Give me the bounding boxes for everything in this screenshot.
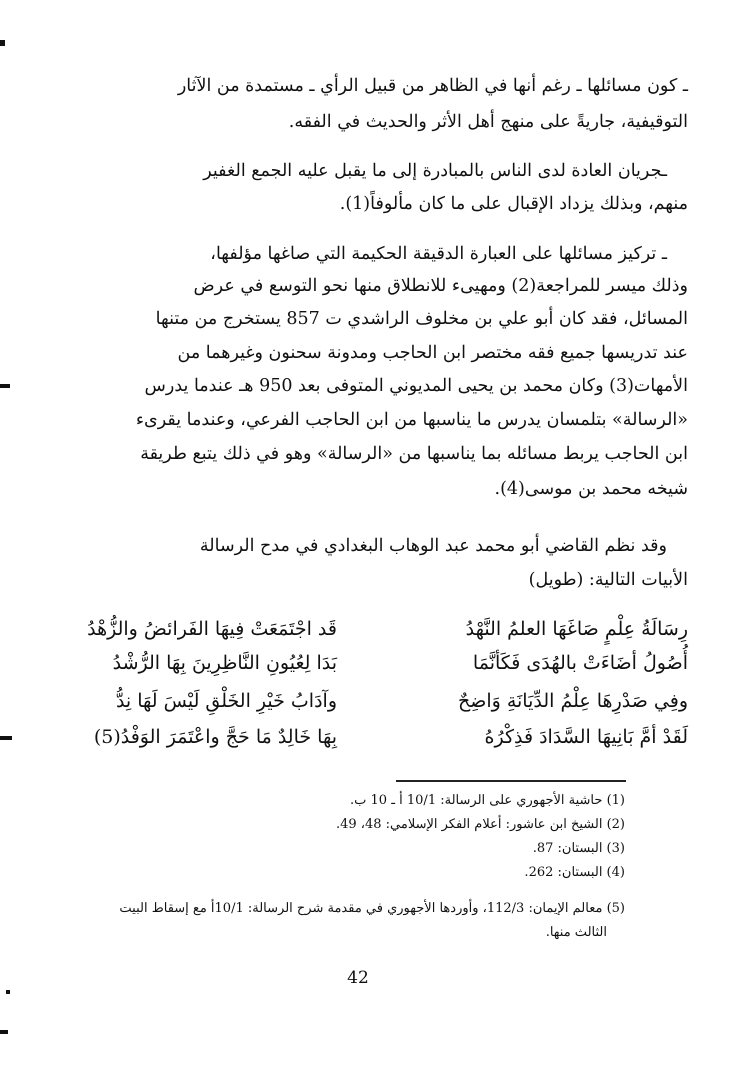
footnote: الثالث منها. — [545, 925, 607, 940]
verse-first-hemistich: رِسَالَةُ عِلْمٍ صَاغَهَا العلمُ النَّهْدُ — [465, 618, 688, 640]
body-line: الأمهات(3) وكان محمد بن يحيى المديوني المتوفى بعد 950 هـ عندما يدرس — [144, 376, 688, 396]
body-line: وذلك ميسر للمراجعة(2) ومهيىء للانطلاق منها نحو التوسع في عرض — [193, 276, 688, 296]
body-line: وقد نظم القاضي أبو محمد عبد الوهاب البغدادي في مدح الرسالة — [199, 536, 667, 556]
footnote: (4) البستان: 262. — [524, 865, 625, 880]
footnote-separator — [396, 780, 626, 782]
body-line: منهم، وبذلك يزداد الإقبال على ما كان مألوفاً(1). — [339, 194, 688, 214]
verse-second-hemistich: بَدَا لِعُيُونِ النَّاظِرِينَ بِهَا الرُّشْدُ — [112, 652, 337, 674]
body-line: عند تدريسها جميع فقه مختصر ابن الحاجب ومدونة سحنون وغيرهما من — [177, 343, 688, 363]
verse-second-hemistich: قَد اجْتَمَعَتْ فِيهَا الفَرائضُ والزُّهْدُ — [87, 618, 337, 640]
scan-mark — [0, 40, 5, 46]
scan-mark — [0, 1030, 8, 1034]
body-line: شيخه محمد بن موسى(4). — [494, 479, 688, 499]
verse-second-hemistich: وآدَابُ خَيْرِ الخَلْقِ لَيْسَ لَهَا نِدُّ — [115, 690, 337, 712]
verse-first-hemistich: وفِي صَدْرِهَا عِلْمُ الدِّيَانَةِ وَاضِحٌ — [457, 690, 688, 712]
verse-second-hemistich: بِهَا خَالِدٌ مَا حَجَّ واعْتَمَرَ الوَفْدُ(5) — [93, 726, 337, 748]
body-line: ـ تركيز مسائلها على العبارة الدقيقة الحكيمة التي صاغها مؤلفها، — [210, 244, 667, 264]
footnote: (3) البستان: 87. — [532, 841, 625, 856]
verse-first-hemistich: لَقَدْ أمَّ بَانِيهَا السَّدَادَ فَذِكْرُهُ — [484, 726, 688, 748]
scan-mark — [6, 990, 10, 994]
body-line: ـ كون مسائلها ـ رغم أنها في الظاهر من قبيل الرأي ـ مستمدة من الآثار — [177, 76, 688, 96]
body-line: «الرسالة» بتلمسان يدرس ما يناسبها من ابن الحاجب الفرعي، وعندما يقرىء — [135, 410, 688, 430]
scan-mark — [0, 736, 12, 740]
page-number: 42 — [347, 968, 369, 988]
body-line: المسائل، فقد كان أبو علي بن مخلوف الراشدي ت 857 يستخرج من متنها — [155, 309, 688, 329]
footnote: (2) الشيخ ابن عاشور: أعلام الفكر الإسلامي: 48، 49. — [335, 817, 625, 832]
body-line: ـجريان العادة لدى الناس بالمبادرة إلى ما يقبل عليه الجمع الغفير — [203, 161, 667, 181]
verse-first-hemistich: أُصُولُ أضَاءَتْ بالهُدَى فَكَأنَّمَا — [472, 652, 688, 674]
footnote: (1) حاشية الأجهوري على الرسالة: 10/1 أ ـ 10 ب. — [350, 793, 625, 808]
scan-mark — [0, 384, 10, 388]
body-line: التوقيفية، جاريةً على منهج أهل الأثر والحديث في الفقه. — [288, 112, 688, 132]
footnote: (5) معالم الإيمان: 112/3، وأوردها الأجهوري في مقدمة شرح الرسالة: 10/1أ مع إسقاط البيت — [119, 901, 625, 916]
body-line: ابن الحاجب يربط مسائله بما يناسبها من «الرسالة» وهو في ذلك يتبع طريقة — [140, 444, 688, 464]
body-line: الأبيات التالية: (طويل) — [528, 570, 688, 590]
